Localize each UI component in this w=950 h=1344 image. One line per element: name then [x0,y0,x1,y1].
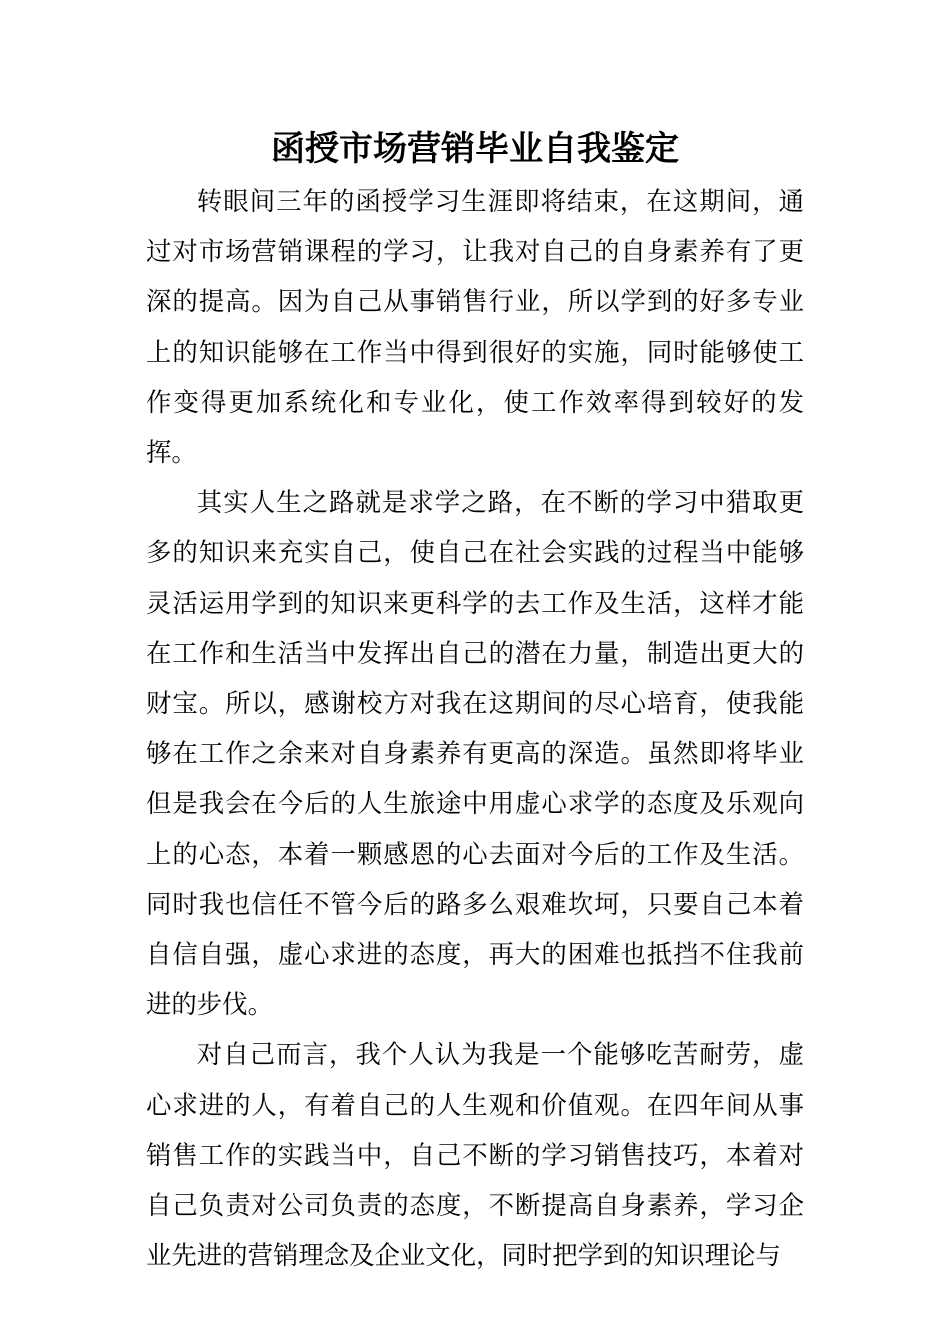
paragraph-1: 转眼间三年的函授学习生涯即将结束，在这期间，通过对市场营销课程的学习，让我对自己的自身素养有了更深的提高。因为自己从事销售行业，所以学到的好多专业上的知识能够在工作当中得到很好的实施，同时能够使工作变得更加系统化和专业化，使工作效率得到较好的发挥。 [146,186,804,468]
document-body [146,176,804,1280]
document-title: 函授市场营销毕业自我鉴定 [271,129,679,169]
paragraph-3: 对自己而言，我个人认为我是一个能够吃苦耐劳，虚心求进的人，有着自己的人生观和价值观。在四年间从事销售工作的实践当中，自己不断的学习销售技巧，本着对自己负责对公司负责的态度，不断提高自身素养，学习企业先进的营销理念及企业文化，同时把学到的知识理论与 [146,1039,804,1271]
paragraph-2: 其实人生之路就是求学之路，在不断的学习中猎取更多的知识来充实自己，使自己在社会实践的过程当中能够灵活运用学到的知识来更科学的去工作及生活，这样才能在工作和生活当中发挥出自己的潜在力量，制造出更大的财宝。所以，感谢校方对我在这期间的尽心培育，使我能够在工作之余来对自身素养有更高的深造。虽然即将毕业但是我会在今后的人生旅途中用虚心求学的态度及乐观向上的心态，本着一颗感恩的心去面对今后的工作及生活。同时我也信任不管今后的路多么艰难坎坷，只要自己本着自信自强，虚心求进的态度，再大的困难也抵挡不住我前进的步伐。 [146,487,804,1020]
